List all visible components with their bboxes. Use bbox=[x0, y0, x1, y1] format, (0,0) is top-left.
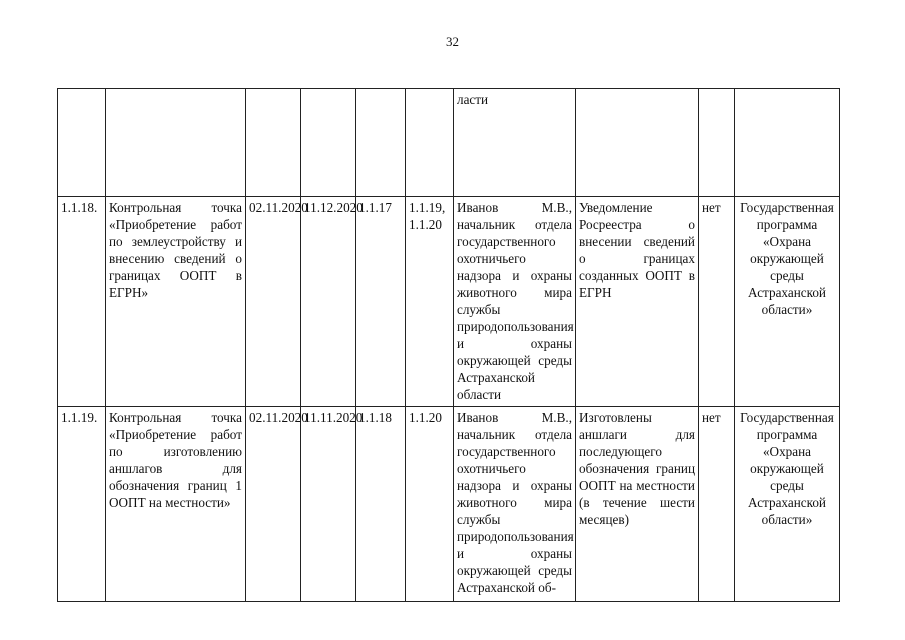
cell-name: Контрольная точка «Приобретение работ по землеустройству и внесению сведений о границах ООПТ в ЕГРН» bbox=[106, 197, 246, 407]
cell-id bbox=[58, 89, 106, 197]
cell-flag bbox=[699, 89, 735, 197]
cell-successor: 1.1.20 bbox=[406, 407, 454, 602]
cell-successor bbox=[406, 89, 454, 197]
cell-responsible: ласти bbox=[454, 89, 576, 197]
cell-responsible: Иванов М.В., начальник отдела государственного охотничьего надзора и охраны животного мира службы природопользования и охраны окружающей среды Астраханской об- bbox=[454, 407, 576, 602]
cell-id: 1.1.19. bbox=[58, 407, 106, 602]
cell-predecessor: 1.1.18 bbox=[356, 407, 406, 602]
plan-table bbox=[57, 88, 840, 602]
cell-successor: 1.1.19, 1.1.20 bbox=[406, 197, 454, 407]
cell-predecessor: 1.1.17 bbox=[356, 197, 406, 407]
cell-start-date: 02.11.2020 bbox=[246, 197, 301, 407]
cell-end-date: 11.12.2020 bbox=[301, 197, 356, 407]
cell-program: Государственная программа «Охрана окружающей среды Астраханской области» bbox=[735, 197, 840, 407]
cell-id: 1.1.18. bbox=[58, 197, 106, 407]
cell-start-date: 02.11.2020 bbox=[246, 407, 301, 602]
table-row-continuation bbox=[58, 89, 840, 197]
table-row bbox=[58, 197, 840, 407]
cell-result bbox=[576, 89, 699, 197]
cell-program: Государственная программа «Охрана окружающей среды Астраханской области» bbox=[735, 407, 840, 602]
cell-responsible: Иванов М.В., начальник отдела государственного охотничьего надзора и охраны животного мира службы природопользования и охраны окружающей среды Астраханской области bbox=[454, 197, 576, 407]
cell-name: Контрольная точка «Приобретение работ по изготовлению аншлагов для обозначения границ 1 ООПТ на местности» bbox=[106, 407, 246, 602]
cell-end-date: 11.11.2020 bbox=[301, 407, 356, 602]
cell-flag: нет bbox=[699, 407, 735, 602]
cell-name bbox=[106, 89, 246, 197]
page-number: 32 bbox=[446, 34, 459, 49]
cell-start-date bbox=[246, 89, 301, 197]
cell-result: Изготовлены аншлаги для последующего обозначения границ ООПТ на местности (в течение шести месяцев) bbox=[576, 407, 699, 602]
cell-flag: нет bbox=[699, 197, 735, 407]
table-row bbox=[58, 407, 840, 602]
cell-result: Уведомление Росреестра о внесении сведений о границах созданных ООПТ в ЕГРН bbox=[576, 197, 699, 407]
cell-program bbox=[735, 89, 840, 197]
cell-predecessor bbox=[356, 89, 406, 197]
cell-end-date bbox=[301, 89, 356, 197]
